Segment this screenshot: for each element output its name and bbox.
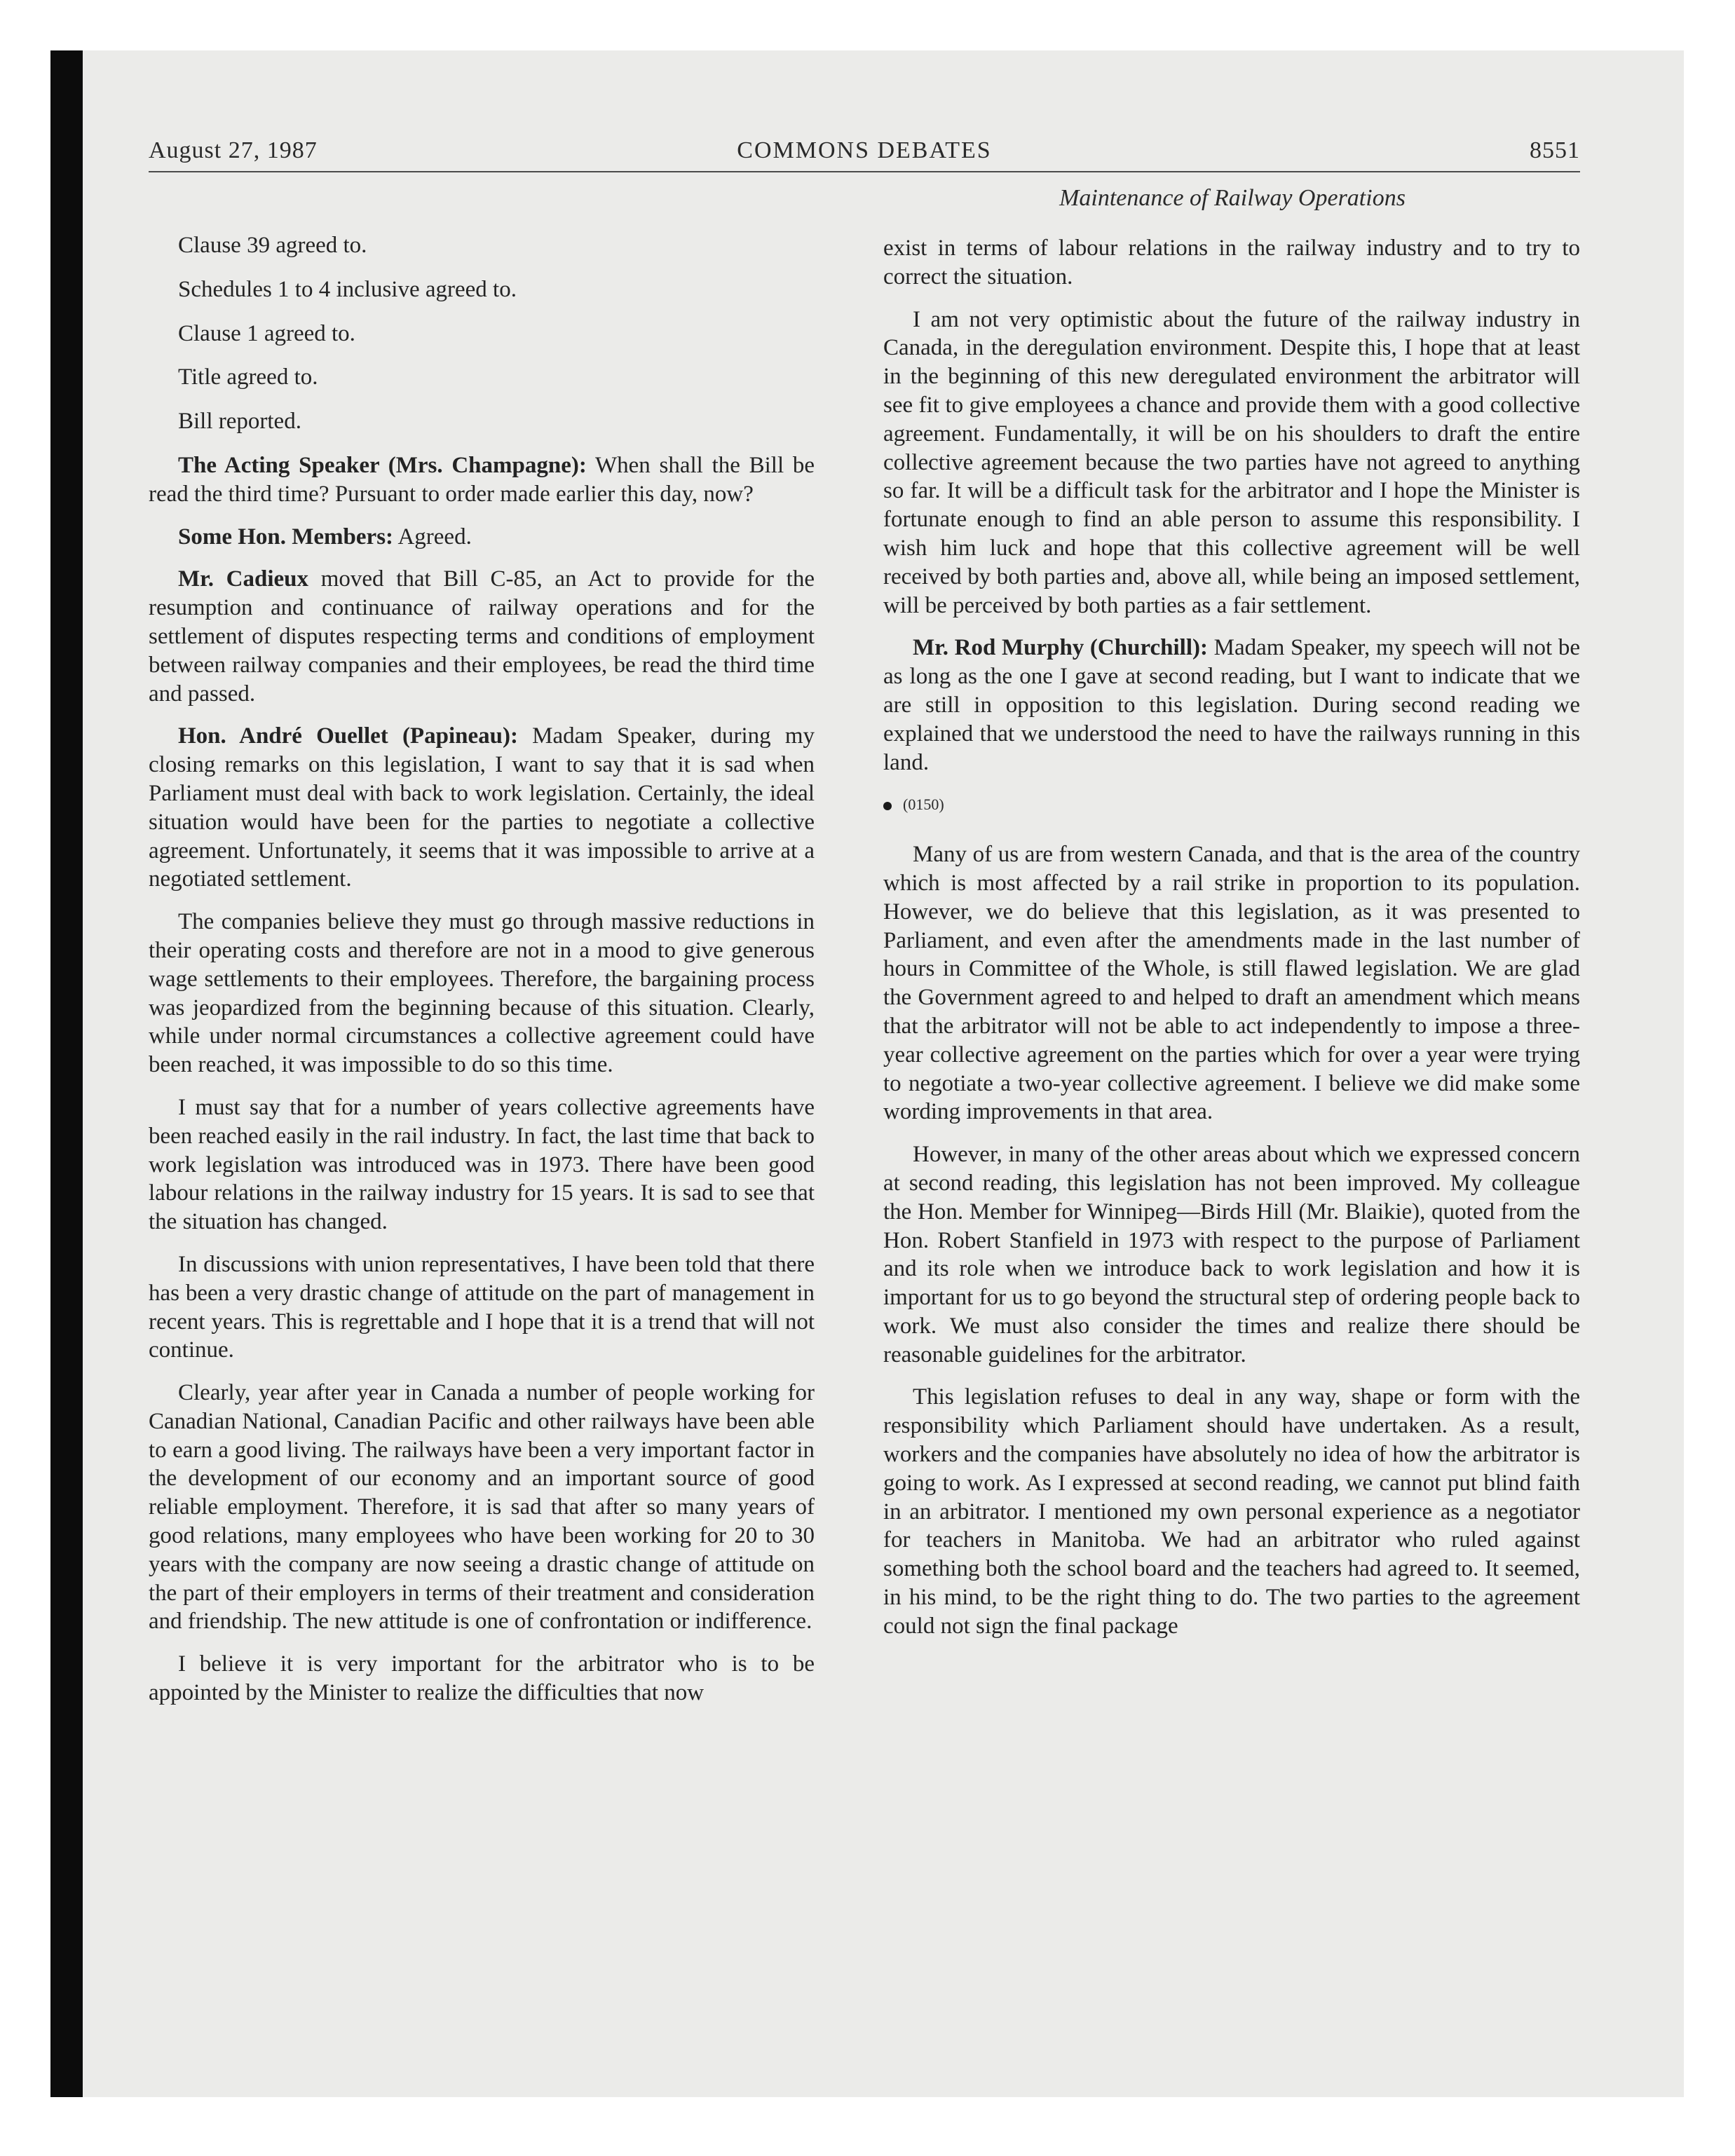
speech-text: Madam Speaker, during my closing remarks on this legislation, I want to say that it is sad when Parliament must deal with back to work legislation. Certainly, the ideal situation would have been for the parties to negotiate a collective agreement. Unfortunately, it seems that it was impossible to arrive at a negotiated settlement. xyxy=(149,723,815,892)
speech-paragraph xyxy=(149,722,815,894)
speech-text: Madam Speaker, my speech will not be as long as the one I gave at second reading, but I want to indicate that we are still in opposition to this legislation. During second reading we explained that we understood the need to have the railways running in this land. xyxy=(883,635,1580,775)
speech-text: moved that Bill C-85, an Act to provide for the resumption and continuance of railway operations and for the settlement of disputes respecting terms and conditions of employment between railway companies and their employees, be read the third time and passed. xyxy=(149,566,815,707)
time-marker-text: (0150) xyxy=(903,796,944,814)
speech-paragraph xyxy=(149,451,815,509)
speaker-name: Some Hon. Members: xyxy=(178,524,394,550)
proceeding-line: Bill reported. xyxy=(178,409,301,435)
speech-paragraph: However, in many of the other areas about which we expressed concern at second reading, this legislation has not been improved. My colleague the Hon. Member for Winnipeg—Birds Hill (Mr. Blaikie), quoted from the Hon. Robert Stanfield in 1973 with respect to the purpose of Parliament and its role when we introduce back to work legislation and how it is important for us to go beyond the structural step of ordering people back to work. We must also consider the times and realize there should be reasonable guidelines for the arbitrator. xyxy=(883,1142,1580,1367)
speaker-name: Mr. Rod Murphy (Churchill): xyxy=(913,635,1208,661)
scanned-page xyxy=(50,50,1684,2097)
right-column xyxy=(883,234,1580,2028)
speaker-name: Mr. Cadieux xyxy=(178,566,309,592)
header-page-number: 8551 xyxy=(1530,137,1580,163)
speech-text: When shall the Bill be read the third time? Pursuant to order made earlier this day, now? xyxy=(149,452,815,507)
binding-strip xyxy=(50,50,83,2097)
section-title: Maintenance of Railway Operations xyxy=(1059,185,1406,211)
speaker-name: Hon. André Ouellet (Papineau): xyxy=(178,723,518,749)
speech-paragraph: This legislation refuses to deal in any way, shape or form with the responsibility which Parliament should have undertaken. As a result, workers and the companies have absolutely no idea of how the arbitrator is going to work. As I expressed at second reading, we cannot put blind faith in an arbitrator. I mentioned my own personal experience as a negotiator for teachers in Manitoba. We had an arbitrator who ruled against something both the school board and the teachers had agreed to. It seemed, in his mind, to be the right thing to do. The two parties to the agreement could not sign the final package xyxy=(883,1384,1580,1639)
speech-paragraph xyxy=(149,523,815,552)
header-publication: COMMONS DEBATES xyxy=(737,137,992,163)
time-marker xyxy=(883,791,1580,819)
speech-paragraph xyxy=(883,634,1580,777)
speech-paragraph: I must say that for a number of years collective agreements have been reached easily in the rail industry. In fact, the last time that back to work legislation was introduced was in 1973. There have been good labour relations in the railway industry for 15 years. It is sad to see that the situation has changed. xyxy=(149,1094,815,1235)
speech-paragraph: exist in terms of labour relations in the railway industry and to try to correct the situation. xyxy=(883,236,1580,289)
proceeding-line: Clause 1 agreed to. xyxy=(178,320,355,346)
speech-paragraph: Many of us are from western Canada, and that is the area of the country which is most affected by a rail strike in proportion to its population. However, we do believe that this legislation, as it was presented to Parliament, and even after the amendments made in the last number of hours in Committee of the Whole, is still flawed legislation. We are glad the Government agreed to and helped to draft an amendment which means that the arbitrator will not be able to act independently to impose a three-year collective agreement on the parties which for over a year were trying to negotiate a two-year collective agreement. I believe we did make some wording improvements in that area. xyxy=(883,842,1580,1125)
proceeding-line: Clause 39 agreed to. xyxy=(178,233,367,258)
speech-paragraph: I am not very optimistic about the future of the railway industry in Canada, in the deregulation environment. Despite this, I hope that at least in the beginning of this new deregulated environment the arbitrator will see fit to give employees a chance and provide them with a good collective agreement. Fundamentally, it will be on his shoulders to draft the entire collective agreement because the two parties have not agreed to anything so far. It will be a difficult task for the arbitrator and I hope the Minister is fortunate enough to find an able person to assume this responsibility. I wish him luck and hope that this collective agreement will be well received by both parties and, above all, while being an imposed settlement, will be perceived by both parties as a fair settlement. xyxy=(883,306,1580,618)
running-head xyxy=(149,137,1580,171)
speaker-name: The Acting Speaker (Mrs. Champagne): xyxy=(178,452,587,478)
proceeding-line: Schedules 1 to 4 inclusive agreed to. xyxy=(178,276,517,302)
speech-paragraph: I believe it is very important for the arbitrator who is to be appointed by the Minister to realize the difficulties that now xyxy=(149,1651,815,1706)
speech-paragraph xyxy=(149,565,815,708)
speech-paragraph: In discussions with union representatives, I have been told that there has been a very drastic change of attitude on the part of management in recent years. This is regrettable and I hope that it is a trend that will not continue. xyxy=(149,1251,815,1363)
header-rule xyxy=(149,171,1580,172)
proceeding-line: Title agreed to. xyxy=(178,364,318,390)
speech-text: Agreed. xyxy=(393,524,472,550)
bullet-icon xyxy=(883,802,892,810)
left-column xyxy=(149,231,815,2026)
header-date: August 27, 1987 xyxy=(149,137,318,163)
speech-paragraph: Clearly, year after year in Canada a number of people working for Canadian National, Canadian Pacific and other railways have been able to earn a good living. The railways have been a very important factor in the development of our economy and an important source of good reliable employment. Therefore, it is sad that after so many years of good relations, many employees who have been working for 20 to 30 years with the company are now seeing a drastic change of attitude on the part of their employers in terms of their treatment and consideration and friendship. The new attitude is one of confrontation or indifference. xyxy=(149,1380,815,1635)
speech-paragraph: The companies believe they must go through massive reductions in their operating costs and therefore are not in a mood to give generous wage settlements to their employees. Therefore, the bargaining process was jeopardized from the beginning because of this situation. Clearly, while under normal circumstances a collective agreement could have been reached, it was impossible to do so this time. xyxy=(149,909,815,1078)
